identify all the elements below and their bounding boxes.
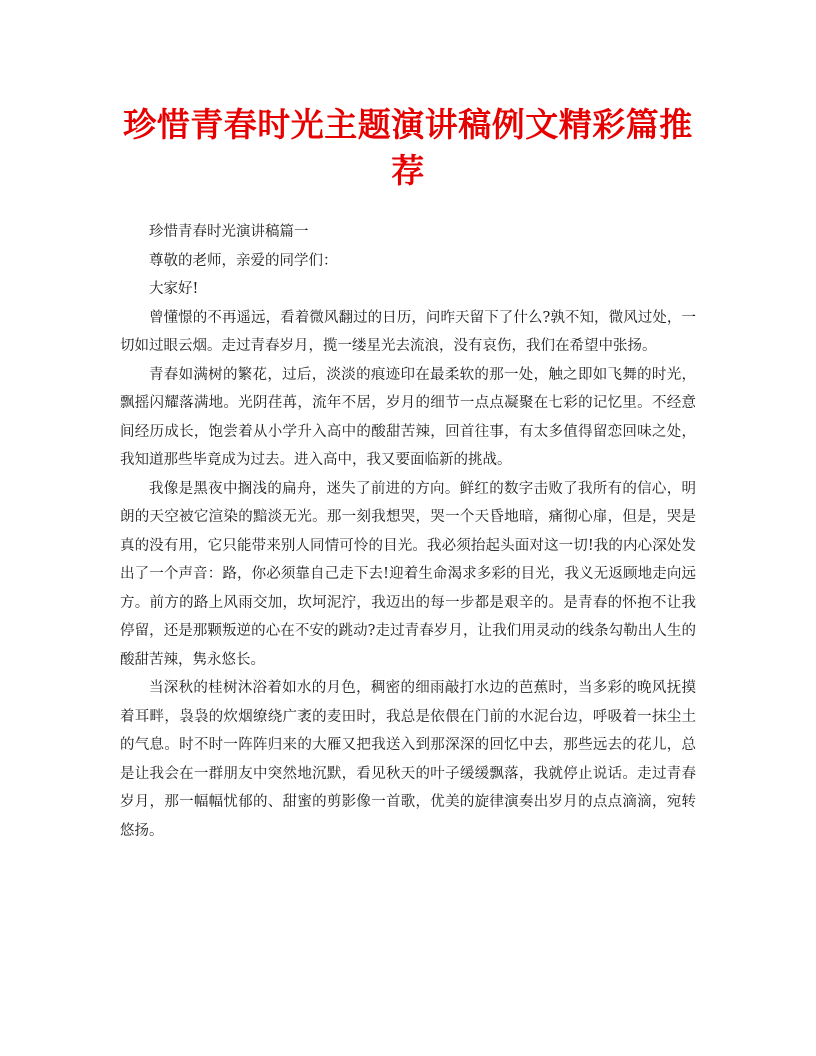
document-title: 珍惜青春时光主题演讲稿例文精彩篇推荐 [123, 105, 693, 190]
body-paragraph: 我像是黑夜中搁浅的扁舟，迷失了前进的方向。鲜红的数字击败了我所有的信心，明朗的天空被它渲染的黯淡无光。那一刻我想哭，哭一个天昏地暗，痛彻心扉，但是，哭是真的没有用，它只能带来别人同情可怜的目光。我必须抬起头面对这一切!我的内心深处发出了一个声音：路，你必须靠自己走下去!迎着生命渴求多彩的目光，我义无返顾地走向远方。前方的路上风雨交加，坎坷泥泞，我迈出的每一步都是艰辛的。是青春的怀抱不让我停留，还是那颗叛逆的心在不安的跳动?走过青春岁月，让我们用灵动的线条勾勒出人生的酸甜苦辣，隽永悠长。 [120, 480, 696, 668]
body-paragraph: 当深秋的桂树沐浴着如水的月色，稠密的细雨敲打水边的芭蕉时，当多彩的晚风抚摸着耳畔，袅袅的炊烟缭绕广袤的麦田时，我总是依偎在门前的水泥台边，呼吸着一抹尘土的气息。时不时一阵阵归来的大雁又把我送入到那深深的回忆中去，那些远去的花儿，总是让我会在一群朋友中突然地沉默，看见秋天的叶子缓缓飘落，我就停止说话。走过青春岁月，那一幅幅忧郁的、甜蜜的剪影像一首歌，优美的旋律演奏出岁月的点点滴滴，宛转悠扬。 [120, 680, 696, 839]
body-paragraph: 曾懂憬的不再遥远，看着微风翻过的日历，问昨天留下了什么?孰不知，微风过处，一切如过眼云烟。走过青春岁月，揽一缕星光去流浪，没有哀伤，我们在希望中张扬。 [120, 309, 696, 354]
document-body [120, 218, 696, 845]
body-paragraph: 青春如满树的繁花，过后，淡淡的痕迹印在最柔软的那一处，触之即如飞舞的时光，飘摇闪耀落满地。光阴荏苒，流年不居，岁月的细节一点点凝聚在七彩的记忆里。不经意间经历成长，饱尝着从小学升入高中的酸甜苦辣，回首往事，有太多值得留恋回味之处，我知道那些毕竟成为过去。进入高中，我又要面临新的挑战。 [120, 366, 696, 468]
greeting: 大家好! [149, 281, 199, 297]
section-heading: 珍惜青春时光演讲稿篇一 [149, 224, 309, 240]
salutation: 尊敬的老师，亲爱的同学们： [149, 252, 338, 269]
